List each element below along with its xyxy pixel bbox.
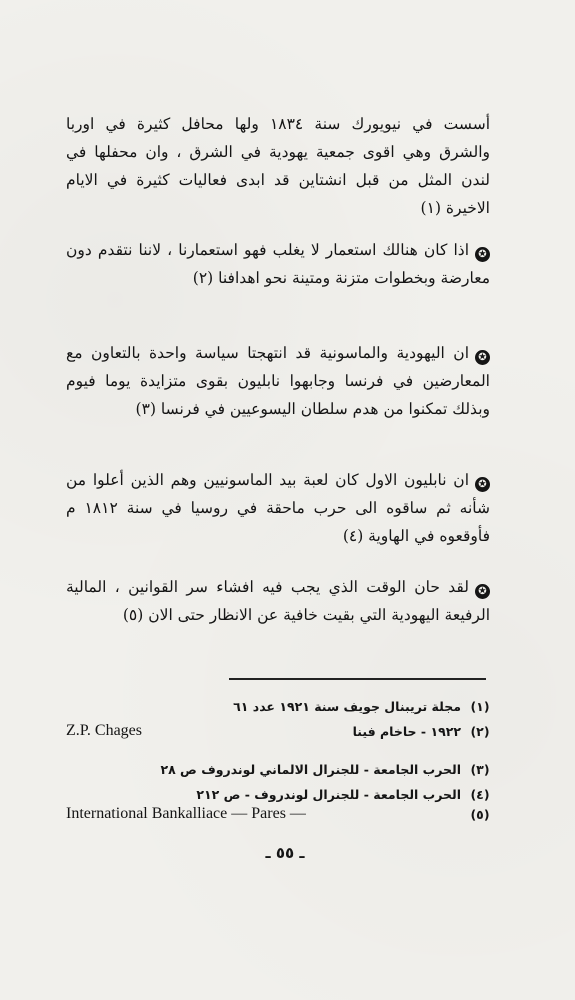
footnote-3 — [66, 757, 491, 781]
footnote-number: (٥) — [470, 806, 490, 822]
page-number: ـ ٥٥ ـ — [265, 844, 305, 862]
paragraph-text: ان اليهودية والماسونية قد انتهجتا سياسة واحدة بالتعاون مع المعارضين في فرنسا وجابهوا نابليون بقوى متزايدة يوما فيوم وبذلك تمكنوا من هدم سلطان اليسوعيين في فرنسا (٣) — [66, 344, 490, 418]
paragraph-2 — [66, 236, 490, 292]
footnote-5 — [66, 802, 491, 826]
paragraph-4 — [66, 466, 490, 550]
star-bullet-icon: ✪ — [475, 247, 490, 262]
footnote-latin: Z.P. Chages — [66, 722, 142, 739]
paragraph-1 — [66, 110, 490, 222]
footnote-1 — [66, 694, 491, 718]
footnote-number: (١) — [470, 698, 490, 714]
star-bullet-icon: ✪ — [475, 584, 490, 599]
paragraph-text: ان نابليون الاول كان لعبة بيد الماسونيين وهم الذين أعلوا من شأنه ثم ساقوه الى حرب ماحقة في روسيا في سنة ١٨١٢ م فأوقعوه في الهاوية (٤) — [66, 471, 491, 545]
paragraph-text: اذا كان هنالك استعمار لا يغلب فهو استعمارنا ، لاننا نتقدم دون معارضة وبخطوات متزنة ومتينة نحو اهدافنا (٢) — [66, 241, 490, 287]
footnote-divider — [229, 678, 486, 680]
star-bullet-icon: ✪ — [475, 477, 490, 492]
footnote-text: ١٩٢٢ - حاخام فينا — [352, 723, 461, 739]
footnote-2 — [66, 719, 491, 743]
paragraph-text: لقد حان الوقت الذي يجب فيه افشاء سر القوانين ، المالية الرفيعة اليهودية التي بقيت خافية عن الانظار حتى الان (٥) — [66, 578, 490, 624]
footnote-text: الحرب الجامعة - للجنرال لوندروف - ص ٢١٢ — [196, 786, 461, 802]
footnote-latin: International Bankalliace — Pares — — [66, 805, 306, 822]
footnote-number: (٢) — [470, 723, 490, 739]
paragraph-5 — [66, 573, 490, 629]
paragraph-text: أسست في نيويورك سنة ١٨٣٤ ولها محافل كثيرة في اوربا والشرق وهي اقوى جمعية يهودية في الشرق ، وان محفلها في لندن المثل من قبل انشتاين قد ابدى فعاليات كثيرة في الايام الاخيرة (١) — [66, 115, 491, 217]
footnote-number: (٣) — [470, 761, 490, 777]
star-bullet-icon: ✪ — [475, 350, 490, 365]
paragraph-3 — [66, 339, 490, 423]
footnote-text: الحرب الجامعة - للجنرال الالماني لوندروف ص ٢٨ — [160, 761, 461, 777]
footnote-number: (٤) — [470, 786, 490, 802]
footnote-text: مجلة تريبنال جويف سنة ١٩٢١ عدد ٦١ — [233, 698, 461, 714]
